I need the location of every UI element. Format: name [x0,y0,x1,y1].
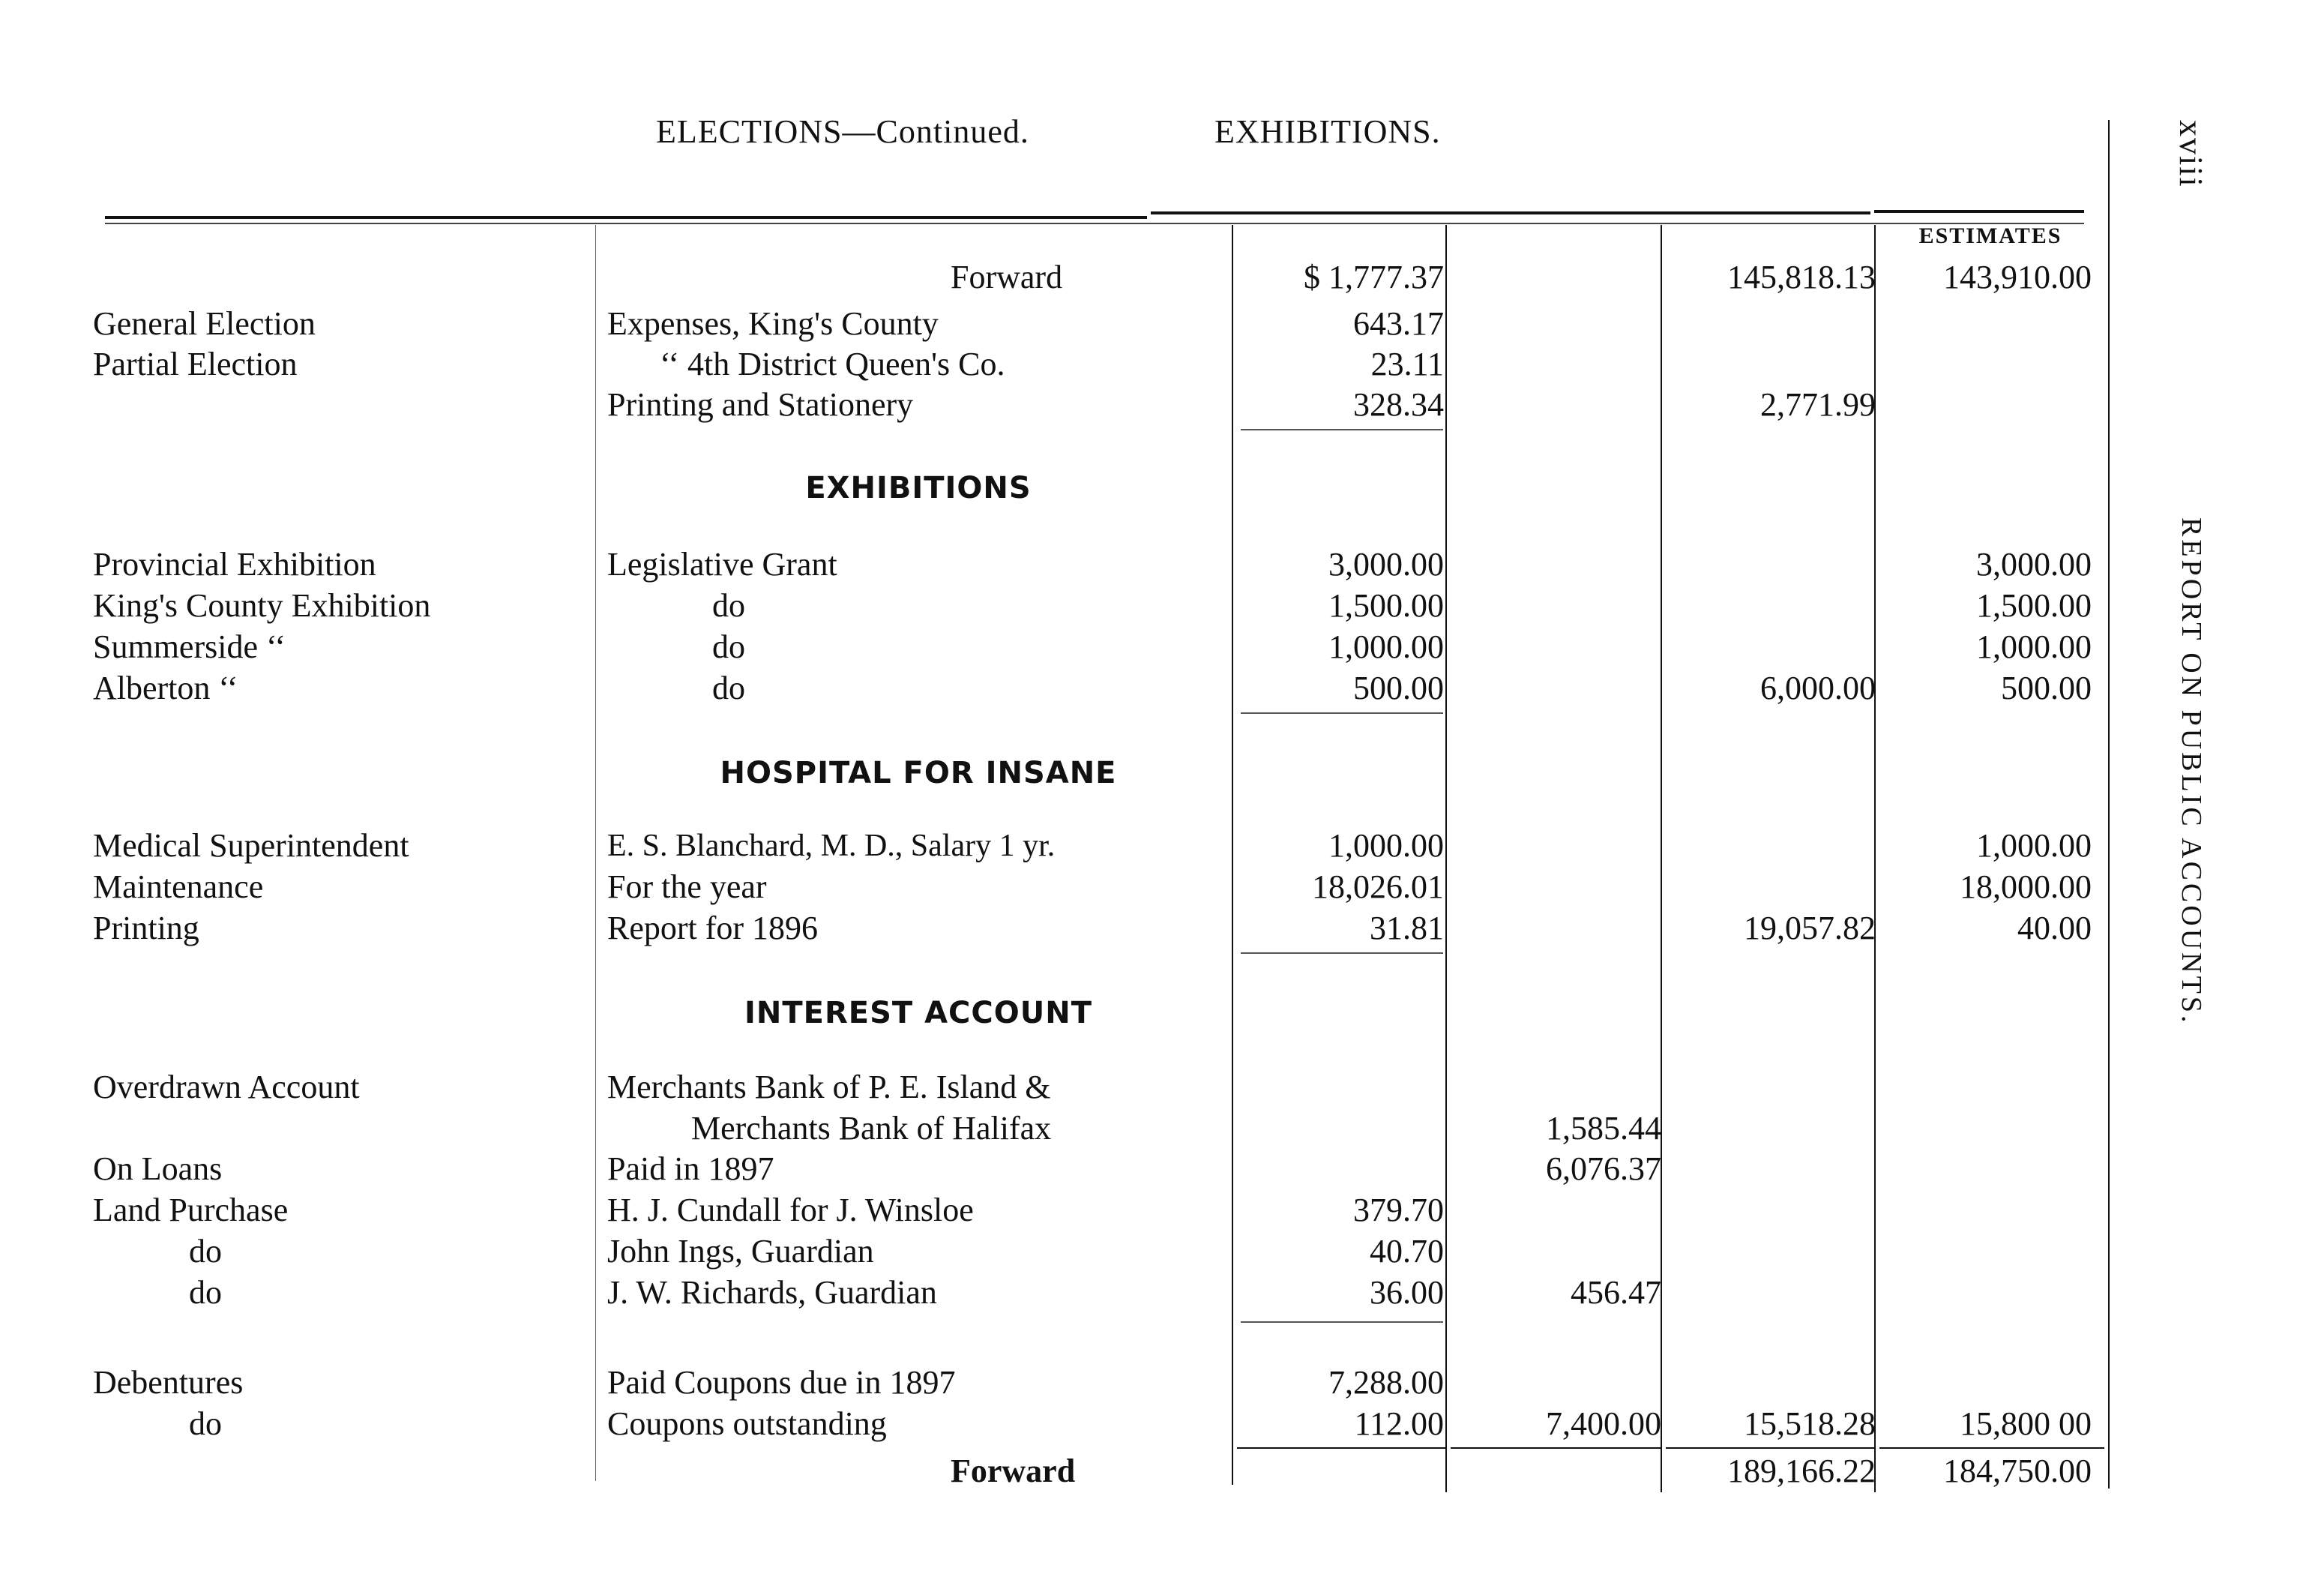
row-head: Land Purchase [93,1192,289,1228]
row-amount-d: 1,000.00 [1976,827,2092,864]
row-head: King's County Exhibition [93,587,431,624]
row-amount-c: 6,000.00 [1760,670,1876,706]
row-amount-a: 18,026.01 [1312,868,1444,905]
subtotal-rule [1241,712,1443,714]
row-desc: Merchants Bank of P. E. Island & [607,1069,1051,1105]
row-amount-c: 15,518.28 [1744,1405,1876,1442]
row-desc: Expenses, King's County [607,305,939,342]
subtotal-rule-final-a [1237,1447,1445,1449]
row-head: Debentures [93,1364,244,1401]
section-title-interest: INTEREST ACCOUNT [744,996,1093,1030]
table-row [0,825,2114,867]
row-head: Provincial Exhibition [93,546,376,583]
row-amount-d: 1,500.00 [1976,587,2092,624]
row-amount-b: 456.47 [1571,1274,1661,1311]
row-head: Printing [93,910,199,946]
row-desc: J. W. Richards, Guardian [607,1274,937,1311]
row-amount-a: 31.81 [1370,910,1444,946]
row-amount-a: 643.17 [1353,305,1444,342]
forward-amount-c: 189,166.22 [1727,1453,1876,1489]
row-head: Maintenance [93,868,264,905]
row-desc: E. S. Blanchard, M. D., Salary 1 yr. [607,829,1056,863]
row-amount-a: 7,288.00 [1328,1364,1444,1401]
running-head: REPORT ON PUBLIC ACCOUNTS. [2176,517,2207,1026]
row-head: do [189,1274,222,1311]
row-head: do [189,1405,222,1442]
subtotal-rule-final-d [1879,1447,2104,1449]
table-row [0,1108,2114,1150]
row-desc: do [712,587,745,624]
row-amount-b: 7,400.00 [1546,1405,1661,1442]
table-row [0,544,2114,586]
subtotal-rule-final-c [1666,1447,1874,1449]
table-row [0,585,2114,627]
row-amount-d: 500.00 [2001,670,2092,706]
forward-amount-d: 184,750.00 [1943,1453,2092,1489]
row-desc: Paid Coupons due in 1897 [607,1364,956,1401]
table-row [0,1066,2114,1108]
page-number: xviii [2173,120,2209,188]
section-title-exhibitions: EXHIBITIONS [805,471,1032,505]
row-head: Alberton ‘‘ [93,670,238,706]
forward-amount-c: 145,818.13 [1727,259,1876,295]
row-amount-d: 15,800 00 [1960,1405,2092,1442]
table-row [0,384,2114,426]
row-head: On Loans [93,1150,223,1187]
row-amount-d: 1,000.00 [1976,628,2092,665]
row-amount-a: 112.00 [1354,1405,1444,1442]
row-head: General Election [93,305,316,342]
row-desc: For the year [607,868,767,905]
row-amount-b: 6,076.37 [1546,1150,1661,1187]
row-desc: Printing and Stationery [607,386,914,423]
top-rule-thin [105,223,2084,224]
table-row [0,1148,2114,1190]
row-desc: Merchants Bank of Halifax [691,1110,1052,1147]
row-head: do [189,1233,222,1270]
row-amount-a: 23.11 [1370,346,1444,382]
subtotal-rule [1241,1321,1443,1323]
row-amount-a: 328.34 [1353,386,1444,423]
row-desc: H. J. Cundall for J. Winsloe [607,1192,974,1228]
row-amount-b: 1,585.44 [1546,1110,1661,1147]
estimates-column-label: ESTIMATES [1918,223,2062,248]
table-row [0,907,2114,949]
table-row [0,626,2114,668]
top-rule-estimates [1874,210,2084,213]
row-amount-a: 40.70 [1370,1233,1444,1270]
subtotal-rule-final-b [1451,1447,1661,1449]
row-amount-a: 1,000.00 [1328,628,1444,665]
row-amount-c: 2,771.99 [1760,386,1876,423]
row-amount-a: 1,500.00 [1328,587,1444,624]
row-desc: Report for 1896 [607,910,819,946]
table-row [0,866,2114,908]
row-desc: do [712,670,745,706]
row-desc: do [712,628,745,665]
forward-label: Forward [951,259,1063,295]
subtotal-rule [1241,429,1443,430]
row-desc: John Ings, Guardian [607,1233,874,1270]
table-row [0,303,2114,345]
header-elections-continued: ELECTIONS—Continued. [656,113,1029,150]
forward-row-top [0,256,2114,298]
table-row [0,1403,2114,1445]
section-title-hospital: HOSPITAL FOR INSANE [720,756,1117,790]
row-head: Overdrawn Account [93,1069,360,1105]
row-head: Summerside ‘‘ [93,628,286,665]
forward-row-bottom [0,1450,2114,1492]
row-amount-c: 19,057.82 [1744,910,1876,946]
table-row [0,1189,2114,1231]
row-amount-a: 3,000.00 [1328,546,1444,583]
table-row [0,343,2114,385]
row-amount-d: 40.00 [2017,910,2092,946]
row-head: Partial Election [93,346,298,382]
table-row [0,667,2114,709]
row-desc: Coupons outstanding [607,1405,887,1442]
table-row [0,1272,2114,1314]
top-rule-main [105,216,1147,219]
row-desc: Paid in 1897 [607,1150,774,1187]
row-desc: Legislative Grant [607,546,837,583]
table-row [0,1362,2114,1404]
forward-label: Forward [951,1453,1076,1489]
row-amount-d: 18,000.00 [1960,868,2092,905]
row-head: Medical Superintendent [93,827,409,864]
row-desc: ‘‘ 4th District Queen's Co. [660,346,1005,382]
header-exhibitions: EXHIBITIONS. [1214,113,1441,150]
row-amount-a: 36.00 [1370,1274,1444,1311]
forward-amount-a: $ 1,777.37 [1304,259,1444,295]
row-amount-a: 500.00 [1353,670,1444,706]
row-amount-a: 1,000.00 [1328,827,1444,864]
top-rule-middle [1151,211,1870,214]
row-amount-a: 379.70 [1353,1192,1444,1228]
subtotal-rule [1241,952,1443,954]
forward-amount-d: 143,910.00 [1943,259,2092,295]
table-row [0,1231,2114,1273]
row-amount-d: 3,000.00 [1976,546,2092,583]
